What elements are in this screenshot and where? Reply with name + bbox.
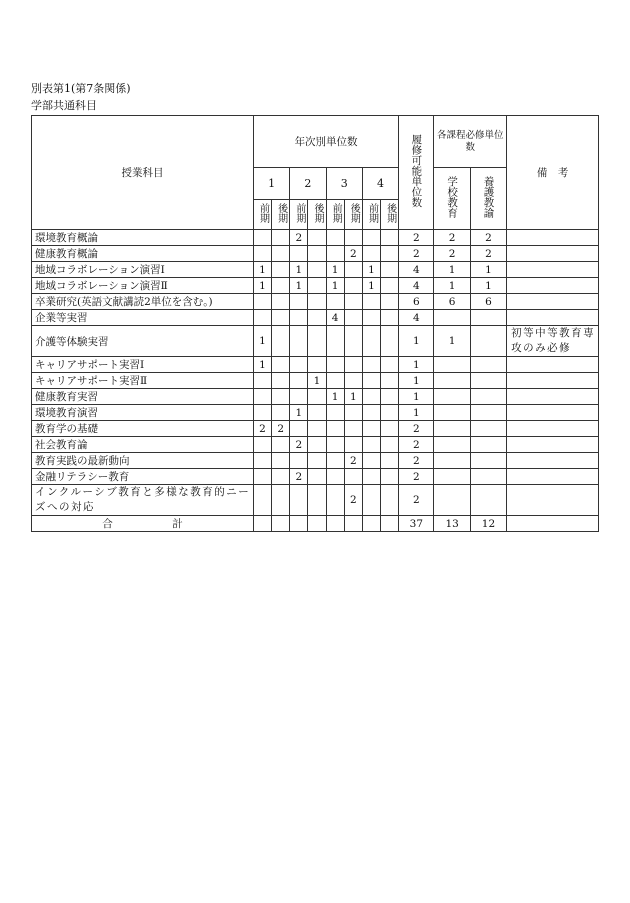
- header-year-3: 3: [326, 168, 362, 200]
- total-cell: [272, 516, 290, 532]
- term-credit-cell: [326, 485, 344, 516]
- registrable-credits: 2: [399, 230, 434, 246]
- term-credit-cell: [272, 469, 290, 485]
- term-credit-cell: [326, 421, 344, 437]
- term-credit-cell: [362, 437, 380, 453]
- term-credit-cell: [308, 485, 326, 516]
- remarks-cell: [507, 373, 599, 389]
- term-credit-cell: [381, 373, 399, 389]
- subject-name: 健康教育概論: [32, 246, 254, 262]
- term-credit-cell: [344, 310, 362, 326]
- header-term-second: 後期: [344, 200, 362, 230]
- term-credit-cell: [381, 389, 399, 405]
- term-credit-cell: 1: [290, 405, 308, 421]
- teacher-training-credits: 1: [470, 262, 506, 278]
- header-term-first: 前期: [290, 200, 308, 230]
- term-credit-cell: [308, 294, 326, 310]
- total-school-education: 13: [434, 516, 470, 532]
- school-education-credits: [434, 421, 470, 437]
- table-row: [32, 469, 599, 485]
- term-credit-cell: [308, 230, 326, 246]
- subject-name: 教育実践の最新動向: [32, 453, 254, 469]
- subject-name: 地域コラボレーション演習Ⅰ: [32, 262, 254, 278]
- term-credit-cell: [344, 278, 362, 294]
- remarks-cell: [507, 389, 599, 405]
- term-credit-cell: [381, 246, 399, 262]
- table-row: [32, 389, 599, 405]
- term-credit-cell: [272, 294, 290, 310]
- teacher-training-credits: [470, 469, 506, 485]
- term-credit-cell: [362, 294, 380, 310]
- term-credit-cell: [272, 246, 290, 262]
- term-credit-cell: [344, 405, 362, 421]
- subject-name: 社会教育論: [32, 437, 254, 453]
- school-education-credits: [434, 469, 470, 485]
- term-credit-cell: [381, 262, 399, 278]
- subject-name: 教育学の基礎: [32, 421, 254, 437]
- school-education-credits: 1: [434, 326, 470, 357]
- term-credit-cell: [272, 405, 290, 421]
- registrable-credits: 2: [399, 485, 434, 516]
- term-credit-cell: [326, 469, 344, 485]
- registrable-credits: 1: [399, 405, 434, 421]
- total-cell: [290, 516, 308, 532]
- header-subject: 授業科目: [32, 116, 254, 230]
- remarks-cell: [507, 405, 599, 421]
- term-credit-cell: [272, 230, 290, 246]
- term-credit-cell: 2: [290, 469, 308, 485]
- table-row: [32, 485, 599, 516]
- remarks-cell: [507, 357, 599, 373]
- table-row: [32, 230, 599, 246]
- subject-name: インクルーシブ教育と多様な教育的ニーズへの対応: [32, 485, 254, 516]
- term-credit-cell: [272, 278, 290, 294]
- teacher-training-credits: [470, 389, 506, 405]
- term-credit-cell: [272, 357, 290, 373]
- subject-name: 金融リテラシー教育: [32, 469, 254, 485]
- term-credit-cell: [381, 326, 399, 357]
- teacher-training-credits: 1: [470, 278, 506, 294]
- total-row: [32, 516, 599, 532]
- term-credit-cell: [344, 262, 362, 278]
- registrable-credits: 1: [399, 389, 434, 405]
- table-row: [32, 373, 599, 389]
- header-credits-by-year: 年次別単位数: [253, 116, 398, 168]
- table-row: [32, 246, 599, 262]
- teacher-training-credits: 6: [470, 294, 506, 310]
- term-credit-cell: [253, 294, 271, 310]
- subject-name: キャリアサポート実習Ⅰ: [32, 357, 254, 373]
- total-cell: [253, 516, 271, 532]
- term-credit-cell: [326, 437, 344, 453]
- header-term-first: 前期: [326, 200, 344, 230]
- term-credit-cell: [381, 421, 399, 437]
- remarks-cell: [507, 294, 599, 310]
- term-credit-cell: [381, 357, 399, 373]
- term-credit-cell: [326, 246, 344, 262]
- term-credit-cell: [381, 294, 399, 310]
- term-credit-cell: [308, 469, 326, 485]
- remarks-cell: [507, 262, 599, 278]
- term-credit-cell: [272, 326, 290, 357]
- subject-name: 健康教育実習: [32, 389, 254, 405]
- term-credit-cell: 2: [344, 453, 362, 469]
- term-credit-cell: [272, 389, 290, 405]
- term-credit-cell: 1: [362, 278, 380, 294]
- term-credit-cell: [344, 294, 362, 310]
- teacher-training-credits: [470, 437, 506, 453]
- total-teacher-training: 12: [470, 516, 506, 532]
- term-credit-cell: [290, 294, 308, 310]
- registrable-credits: 4: [399, 278, 434, 294]
- term-credit-cell: 4: [326, 310, 344, 326]
- total-registrable: 37: [399, 516, 434, 532]
- registrable-credits: 2: [399, 421, 434, 437]
- subject-name: キャリアサポート実習Ⅱ: [32, 373, 254, 389]
- term-credit-cell: [362, 373, 380, 389]
- term-credit-cell: [308, 246, 326, 262]
- term-credit-cell: [326, 405, 344, 421]
- table-row: [32, 405, 599, 421]
- term-credit-cell: 2: [344, 485, 362, 516]
- remarks-cell: [507, 230, 599, 246]
- term-credit-cell: 2: [290, 230, 308, 246]
- remarks-cell: [507, 421, 599, 437]
- term-credit-cell: [362, 389, 380, 405]
- school-education-credits: [434, 389, 470, 405]
- term-credit-cell: [381, 310, 399, 326]
- table-body: [32, 230, 599, 516]
- school-education-credits: 2: [434, 246, 470, 262]
- header-term-second: 後期: [308, 200, 326, 230]
- term-credit-cell: [344, 357, 362, 373]
- term-credit-cell: [344, 437, 362, 453]
- registrable-credits: 2: [399, 453, 434, 469]
- school-education-credits: 1: [434, 262, 470, 278]
- term-credit-cell: 1: [253, 326, 271, 357]
- term-credit-cell: [308, 310, 326, 326]
- registrable-credits: 1: [399, 373, 434, 389]
- term-credit-cell: [362, 230, 380, 246]
- term-credit-cell: [253, 485, 271, 516]
- term-credit-cell: [362, 421, 380, 437]
- term-credit-cell: [253, 437, 271, 453]
- school-education-credits: 2: [434, 230, 470, 246]
- term-credit-cell: [344, 326, 362, 357]
- term-credit-cell: [308, 357, 326, 373]
- term-credit-cell: [381, 453, 399, 469]
- total-cell: [362, 516, 380, 532]
- term-credit-cell: [326, 326, 344, 357]
- term-credit-cell: [362, 357, 380, 373]
- school-education-credits: [434, 373, 470, 389]
- term-credit-cell: [272, 310, 290, 326]
- table-row: [32, 310, 599, 326]
- table-row: [32, 357, 599, 373]
- term-credit-cell: 2: [272, 421, 290, 437]
- table-row: [32, 326, 599, 357]
- term-credit-cell: [308, 421, 326, 437]
- term-credit-cell: [344, 373, 362, 389]
- term-credit-cell: [272, 262, 290, 278]
- term-credit-cell: [362, 453, 380, 469]
- header-required-credits: 各課程必修単位数: [434, 116, 507, 168]
- term-credit-cell: [290, 357, 308, 373]
- school-education-credits: [434, 310, 470, 326]
- registrable-credits: 1: [399, 357, 434, 373]
- term-credit-cell: [272, 453, 290, 469]
- term-credit-cell: [362, 469, 380, 485]
- header-remarks: 備 考: [507, 116, 599, 230]
- term-credit-cell: 1: [253, 262, 271, 278]
- teacher-training-credits: [470, 485, 506, 516]
- registrable-credits: 2: [399, 437, 434, 453]
- term-credit-cell: 1: [362, 262, 380, 278]
- registrable-credits: 4: [399, 310, 434, 326]
- school-education-credits: 1: [434, 278, 470, 294]
- remarks-cell: [507, 278, 599, 294]
- term-credit-cell: 2: [290, 437, 308, 453]
- header-year-1: 1: [253, 168, 289, 200]
- term-credit-cell: [362, 310, 380, 326]
- registrable-credits: 1: [399, 326, 434, 357]
- subject-name: 企業等実習: [32, 310, 254, 326]
- term-credit-cell: [308, 437, 326, 453]
- header-year-4: 4: [362, 168, 398, 200]
- term-credit-cell: [253, 246, 271, 262]
- term-credit-cell: [308, 262, 326, 278]
- header-school-education: 学校教育: [434, 168, 470, 230]
- term-credit-cell: 2: [344, 246, 362, 262]
- term-credit-cell: [253, 453, 271, 469]
- term-credit-cell: 1: [326, 262, 344, 278]
- term-credit-cell: 2: [253, 421, 271, 437]
- term-credit-cell: [272, 485, 290, 516]
- remarks-cell: [507, 453, 599, 469]
- term-credit-cell: [381, 278, 399, 294]
- term-credit-cell: [253, 230, 271, 246]
- header-term-first: 前期: [362, 200, 380, 230]
- subject-name: 環境教育概論: [32, 230, 254, 246]
- term-credit-cell: [308, 326, 326, 357]
- term-credit-cell: [253, 310, 271, 326]
- term-credit-cell: [290, 389, 308, 405]
- remarks-cell: [507, 485, 599, 516]
- school-education-credits: [434, 405, 470, 421]
- school-education-credits: 6: [434, 294, 470, 310]
- teacher-training-credits: [470, 453, 506, 469]
- term-credit-cell: [253, 405, 271, 421]
- term-credit-cell: 1: [253, 278, 271, 294]
- term-credit-cell: [344, 469, 362, 485]
- term-credit-cell: [253, 373, 271, 389]
- term-credit-cell: 1: [326, 278, 344, 294]
- term-credit-cell: 1: [290, 262, 308, 278]
- teacher-training-credits: [470, 326, 506, 357]
- term-credit-cell: [308, 278, 326, 294]
- term-credit-cell: [272, 437, 290, 453]
- header-year-2: 2: [290, 168, 326, 200]
- registrable-credits: 2: [399, 246, 434, 262]
- remarks-cell: [507, 310, 599, 326]
- teacher-training-credits: 2: [470, 246, 506, 262]
- term-credit-cell: [290, 373, 308, 389]
- header-registrable-credits: 履修可能単位数: [399, 116, 434, 230]
- total-remarks: [507, 516, 599, 532]
- term-credit-cell: [381, 469, 399, 485]
- teacher-training-credits: [470, 373, 506, 389]
- total-cell: [381, 516, 399, 532]
- header-term-first: 前期: [253, 200, 271, 230]
- term-credit-cell: [326, 294, 344, 310]
- term-credit-cell: [290, 326, 308, 357]
- term-credit-cell: [344, 421, 362, 437]
- term-credit-cell: [326, 357, 344, 373]
- registrable-credits: 4: [399, 262, 434, 278]
- header-teacher-training: 養護教諭: [470, 168, 506, 230]
- term-credit-cell: [272, 373, 290, 389]
- term-credit-cell: [381, 230, 399, 246]
- teacher-training-credits: [470, 421, 506, 437]
- term-credit-cell: [290, 453, 308, 469]
- subject-name: 介護等体験実習: [32, 326, 254, 357]
- header-term-second: 後期: [381, 200, 399, 230]
- table-row: [32, 437, 599, 453]
- term-credit-cell: [290, 310, 308, 326]
- term-credit-cell: 1: [290, 278, 308, 294]
- term-credit-cell: [381, 437, 399, 453]
- school-education-credits: [434, 453, 470, 469]
- subject-name: 卒業研究(英語文献講読2単位を含む。): [32, 294, 254, 310]
- remarks-cell: [507, 437, 599, 453]
- term-credit-cell: [381, 405, 399, 421]
- school-education-credits: [434, 437, 470, 453]
- curriculum-table: [31, 115, 599, 532]
- registrable-credits: 2: [399, 469, 434, 485]
- teacher-training-credits: [470, 357, 506, 373]
- term-credit-cell: [308, 453, 326, 469]
- term-credit-cell: [290, 485, 308, 516]
- table-row: [32, 262, 599, 278]
- term-credit-cell: [253, 389, 271, 405]
- teacher-training-credits: 2: [470, 230, 506, 246]
- table-caption: 別表第1(第7条関係): [31, 82, 131, 95]
- term-credit-cell: [381, 485, 399, 516]
- term-credit-cell: [253, 469, 271, 485]
- teacher-training-credits: [470, 310, 506, 326]
- term-credit-cell: [362, 246, 380, 262]
- remarks-cell: 初等中等教育専攻のみ必修: [507, 326, 599, 357]
- school-education-credits: [434, 485, 470, 516]
- table-subtitle: 学部共通科目: [31, 99, 97, 112]
- term-credit-cell: 1: [308, 373, 326, 389]
- term-credit-cell: [362, 405, 380, 421]
- term-credit-cell: [290, 246, 308, 262]
- term-credit-cell: [290, 421, 308, 437]
- remarks-cell: [507, 469, 599, 485]
- term-credit-cell: [344, 230, 362, 246]
- remarks-cell: [507, 246, 599, 262]
- total-label: 合 計: [32, 516, 254, 532]
- total-cell: [326, 516, 344, 532]
- table-row: [32, 421, 599, 437]
- term-credit-cell: [308, 405, 326, 421]
- term-credit-cell: 1: [253, 357, 271, 373]
- term-credit-cell: 1: [344, 389, 362, 405]
- registrable-credits: 6: [399, 294, 434, 310]
- term-credit-cell: [308, 389, 326, 405]
- total-cell: [308, 516, 326, 532]
- table-row: [32, 453, 599, 469]
- term-credit-cell: 1: [326, 389, 344, 405]
- table-row: [32, 294, 599, 310]
- term-credit-cell: [326, 453, 344, 469]
- header-term-second: 後期: [272, 200, 290, 230]
- total-cell: [344, 516, 362, 532]
- term-credit-cell: [362, 326, 380, 357]
- term-credit-cell: [326, 373, 344, 389]
- subject-name: 地域コラボレーション演習Ⅱ: [32, 278, 254, 294]
- term-credit-cell: [362, 485, 380, 516]
- school-education-credits: [434, 357, 470, 373]
- subject-name: 環境教育演習: [32, 405, 254, 421]
- term-credit-cell: [326, 230, 344, 246]
- teacher-training-credits: [470, 405, 506, 421]
- table-row: [32, 278, 599, 294]
